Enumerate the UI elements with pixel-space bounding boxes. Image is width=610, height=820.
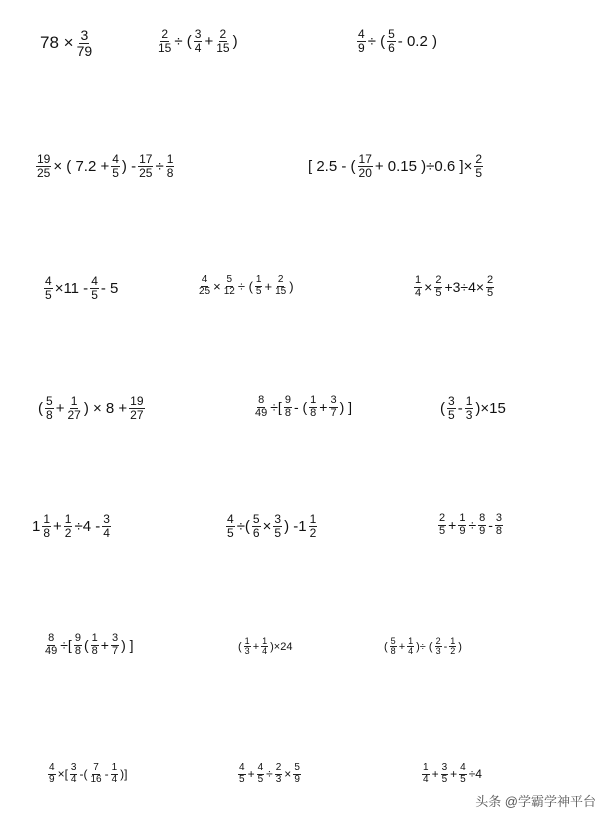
fraction-denominator: 5	[460, 773, 466, 785]
expression-text: ) ]	[339, 399, 353, 416]
expression-text: +	[55, 399, 65, 417]
fraction-denominator: 9	[479, 524, 486, 537]
fraction-denominator: 7	[330, 406, 337, 419]
fraction	[329, 395, 337, 419]
expression-text: ÷ (	[367, 32, 386, 50]
problem-r6c2	[238, 637, 292, 657]
expression-text: ÷ (	[237, 278, 253, 294]
fraction-denominator: 3	[244, 646, 250, 657]
expression-text: ÷ (	[174, 32, 192, 50]
fraction	[64, 513, 73, 539]
fraction-denominator: 5	[112, 165, 119, 180]
watermark-text: 头条 @学霸学神平台	[475, 794, 596, 809]
fraction	[215, 28, 230, 54]
expression-text: ÷	[266, 767, 273, 781]
expression-text: - 0.2 )	[397, 32, 437, 50]
fraction-denominator: 8	[310, 406, 317, 419]
expression-text: )÷ (	[416, 640, 433, 653]
fraction-numerator: 3	[274, 512, 282, 526]
fraction-denominator: 16	[90, 773, 102, 785]
fraction-numerator: 8	[48, 632, 55, 644]
fraction-numerator: 3	[330, 394, 337, 406]
fraction-denominator: 25	[37, 165, 51, 180]
fraction	[309, 395, 317, 419]
problem-r5c2	[224, 513, 319, 539]
fraction-numerator: 19	[130, 394, 144, 408]
expression-text: -(	[79, 767, 88, 781]
fraction-denominator: 4	[111, 773, 118, 785]
problem-r3c2	[196, 275, 294, 297]
expression-text: 78 ×	[40, 33, 74, 53]
fraction-numerator: 8	[258, 394, 265, 406]
fraction-numerator: 4	[201, 274, 208, 285]
expression-text: ÷4 -	[74, 517, 101, 535]
fraction-numerator: 2	[487, 274, 494, 286]
fraction-numerator: 19	[37, 152, 51, 166]
problem-r4c1	[38, 395, 147, 421]
fraction-numerator: 1	[415, 274, 422, 286]
fraction-numerator: 17	[139, 152, 153, 166]
fraction-numerator: 1	[255, 274, 262, 285]
fraction-denominator: 2	[450, 646, 456, 657]
expression-text: ×	[262, 517, 272, 535]
mixed-whole: 1	[298, 517, 307, 535]
expression-text: -	[457, 399, 463, 417]
fraction	[198, 275, 211, 297]
fraction-denominator: 9	[49, 773, 55, 785]
fraction-denominator: 3	[435, 646, 441, 657]
fraction-denominator: 8	[390, 646, 396, 657]
problem-r2c2	[308, 153, 485, 179]
fraction-numerator: 9	[74, 632, 81, 644]
problem-r1c2	[155, 28, 238, 54]
fraction	[44, 275, 53, 301]
expression-text: (	[440, 399, 445, 417]
fraction-denominator: 5	[448, 407, 455, 422]
fraction-numerator: 3	[103, 512, 110, 526]
fraction-denominator: 49	[255, 406, 268, 419]
fraction-denominator: 8	[166, 165, 174, 180]
fraction-numerator: 1	[309, 512, 317, 526]
fraction-denominator: 5	[487, 286, 494, 299]
fraction-numerator: 2	[277, 274, 284, 285]
expression-text: +	[204, 32, 214, 50]
fraction	[91, 633, 99, 657]
fraction	[293, 763, 301, 785]
fraction-denominator: 8	[91, 644, 98, 657]
fraction	[238, 763, 246, 785]
fraction-numerator: 5	[294, 762, 300, 773]
fraction-numerator: 2	[439, 512, 446, 524]
fraction-numerator: 2	[475, 152, 483, 166]
fraction-denominator: 8	[74, 644, 81, 657]
expression-text: ÷[	[270, 399, 282, 416]
expression-text: -	[104, 767, 109, 781]
expression-text: -	[443, 640, 448, 653]
fraction	[284, 395, 292, 419]
fraction	[414, 275, 422, 299]
problem-r4c3	[440, 395, 506, 421]
fraction	[138, 153, 153, 179]
fraction	[441, 763, 449, 785]
fraction-numerator: 4	[460, 762, 466, 773]
fraction	[449, 637, 456, 657]
fraction-denominator: 9	[358, 40, 365, 55]
fraction-numerator: 1	[244, 636, 250, 646]
fraction-denominator: 4	[70, 773, 77, 785]
fraction	[275, 763, 283, 785]
fraction-denominator: 4	[415, 286, 422, 299]
problem-r6c1	[42, 633, 134, 657]
fraction-numerator: 17	[358, 152, 372, 166]
expression-text: +	[247, 767, 255, 781]
fraction	[273, 513, 282, 539]
fraction-denominator: 5	[91, 287, 98, 302]
fraction	[309, 513, 318, 539]
fraction-denominator: 3	[465, 407, 473, 422]
fraction-denominator: 4	[103, 525, 110, 540]
expression-text: )	[289, 278, 294, 294]
fraction	[438, 513, 446, 537]
fraction-denominator: 8	[495, 524, 503, 537]
expression-text: +	[398, 640, 406, 653]
fraction-denominator: 25	[199, 285, 211, 297]
fraction-numerator: 1	[166, 152, 174, 166]
fraction-numerator: 4	[358, 27, 365, 41]
fraction	[111, 153, 120, 179]
fraction	[76, 28, 94, 58]
fraction-denominator: 79	[76, 42, 93, 59]
fraction	[459, 763, 467, 785]
fraction-numerator: 2	[219, 27, 227, 41]
problem-r5c3	[436, 513, 505, 537]
fraction	[387, 28, 396, 54]
expression-text: ×[	[57, 767, 68, 781]
fraction	[102, 513, 111, 539]
expression-text: ÷(	[236, 517, 250, 535]
expression-text: + 0.15 )÷0.6 ]×	[374, 157, 473, 175]
fraction-numerator: 4	[257, 762, 264, 773]
fraction	[157, 28, 172, 54]
fraction	[194, 28, 203, 54]
fraction-denominator: 15	[158, 40, 172, 55]
fraction-numerator: 2	[435, 636, 441, 646]
fraction-denominator: 8	[43, 525, 51, 540]
fraction	[358, 153, 373, 179]
fraction-numerator: 1	[459, 512, 466, 524]
fraction	[422, 763, 430, 785]
fraction	[252, 513, 261, 539]
fraction-denominator: 2	[309, 525, 317, 540]
fraction-numerator: 3	[70, 762, 77, 773]
expression-text: +	[319, 399, 328, 416]
fraction-numerator: 1	[91, 632, 98, 644]
fraction	[89, 763, 102, 785]
problem-r1c3	[355, 28, 437, 54]
fraction-denominator: 6	[388, 40, 395, 55]
expression-text: ) ]	[121, 637, 134, 654]
fraction	[36, 153, 51, 179]
fraction-denominator: 5	[439, 524, 446, 537]
fraction-numerator: 4	[112, 152, 119, 166]
fraction-denominator: 27	[130, 407, 144, 422]
expression-text: )×24	[270, 640, 293, 653]
expression-text: - 5	[100, 279, 119, 297]
expression-text: ) -	[121, 157, 137, 175]
problem-r7c1	[46, 763, 128, 785]
fraction-denominator: 5	[475, 165, 483, 180]
fraction-numerator: 5	[390, 636, 396, 646]
fraction	[223, 275, 236, 297]
expression-text: ) -	[284, 517, 299, 535]
fraction-denominator: 5	[257, 773, 264, 785]
fraction-numerator: 1	[262, 636, 268, 646]
expression-text: ×	[284, 767, 292, 781]
fraction-numerator: 1	[111, 762, 118, 773]
expression-text: +	[53, 517, 62, 535]
fraction	[357, 28, 366, 54]
fraction-denominator: 5	[255, 285, 262, 297]
expression-text: (	[38, 399, 43, 417]
fraction-denominator: 4	[408, 646, 414, 657]
fraction-denominator: 4	[423, 773, 429, 785]
expression-text: (	[83, 637, 89, 654]
fraction-numerator: 1	[310, 394, 317, 406]
fraction	[495, 513, 503, 537]
expression-text: ÷	[155, 157, 164, 175]
fraction	[447, 395, 456, 421]
fraction-numerator: 3	[441, 762, 448, 773]
expression-text: ÷	[468, 517, 477, 534]
fraction-numerator: 9	[284, 394, 291, 406]
fraction	[486, 275, 494, 299]
fraction	[45, 395, 54, 421]
expression-text: (	[384, 640, 388, 653]
fraction-denominator: 3	[275, 773, 282, 785]
problem-r7c2	[236, 763, 303, 785]
fraction-numerator: 1	[64, 512, 72, 526]
expression-text: +	[431, 767, 439, 781]
fraction	[90, 275, 99, 301]
fraction	[74, 633, 82, 657]
fraction-denominator: 25	[139, 165, 153, 180]
mixed-whole: 1	[32, 517, 41, 535]
fraction	[257, 763, 265, 785]
fraction-numerator: 4	[239, 762, 245, 773]
problem-r4c2	[252, 395, 352, 419]
problem-r2c1	[34, 153, 176, 179]
fraction	[435, 637, 442, 657]
fraction	[434, 275, 442, 299]
expression-text: +	[100, 637, 109, 654]
fraction	[478, 513, 486, 537]
expression-text: - (	[293, 399, 308, 416]
expression-text: +	[264, 278, 273, 294]
fraction-denominator: 4	[262, 646, 268, 657]
expression-text: ÷[	[60, 637, 72, 654]
fraction	[244, 637, 251, 657]
fraction-numerator: 2	[275, 762, 282, 773]
fraction	[458, 513, 466, 537]
fraction-denominator: 8	[284, 406, 291, 419]
fraction	[48, 763, 56, 785]
problem-r5c1	[32, 513, 113, 539]
problem-r7c3	[420, 763, 482, 785]
expression-text: +	[450, 767, 458, 781]
fraction-numerator: 7	[93, 762, 99, 773]
fraction-numerator: 5	[252, 512, 260, 526]
fraction	[226, 513, 235, 539]
fraction-denominator: 7	[111, 644, 119, 657]
fraction-numerator: 4	[49, 762, 55, 773]
fraction	[42, 513, 51, 539]
fraction-denominator: 4	[194, 40, 202, 55]
watermark	[475, 791, 596, 810]
fraction-numerator: 5	[388, 27, 395, 41]
expression-text: -	[488, 517, 493, 534]
fraction-denominator: 49	[45, 644, 58, 657]
fraction-denominator: 9	[459, 524, 466, 537]
fraction-numerator: 3	[80, 27, 89, 43]
fraction	[474, 153, 483, 179]
fraction-numerator: 1	[423, 762, 429, 773]
fraction-numerator: 8	[479, 512, 486, 524]
problem-r1c1	[40, 28, 95, 58]
fraction	[274, 275, 287, 297]
fraction	[44, 633, 58, 657]
fraction-denominator: 5	[45, 287, 52, 302]
fraction-denominator: 2	[64, 525, 72, 540]
fraction-numerator: 2	[161, 27, 169, 41]
fraction-denominator: 20	[358, 165, 372, 180]
expression-text: )]	[120, 767, 128, 781]
expression-text: [ 2.5 - (	[308, 157, 356, 175]
fraction-numerator: 1	[408, 636, 414, 646]
fraction-numerator: 5	[226, 274, 233, 285]
expression-text: ×	[424, 279, 433, 296]
fraction-denominator: 6	[252, 525, 260, 540]
fraction-numerator: 4	[227, 512, 234, 526]
fraction-numerator: 1	[43, 512, 51, 526]
fraction-denominator: 5	[435, 286, 442, 299]
fraction-numerator: 1	[450, 636, 456, 646]
problem-r3c3	[412, 275, 496, 299]
expression-text: +3÷4×	[444, 279, 485, 296]
fraction	[129, 395, 144, 421]
fraction-numerator: 3	[111, 632, 119, 644]
fraction	[70, 763, 78, 785]
expression-text: ×	[213, 278, 221, 294]
fraction-denominator: 15	[216, 40, 230, 55]
expression-text: )	[458, 640, 462, 653]
fraction-denominator: 5	[274, 525, 282, 540]
fraction	[390, 637, 397, 657]
expression-text: ) × 8 +	[83, 399, 128, 417]
fraction-numerator: 1	[70, 394, 78, 408]
expression-text: )×15	[475, 399, 506, 417]
expression-text: )	[232, 32, 238, 50]
fraction-numerator: 1	[465, 394, 473, 408]
fraction	[465, 395, 474, 421]
fraction-numerator: 3	[495, 512, 503, 524]
fraction-numerator: 3	[194, 27, 202, 41]
fraction	[111, 633, 119, 657]
fraction	[166, 153, 175, 179]
fraction-denominator: 9	[294, 773, 300, 785]
fraction-denominator: 12	[223, 285, 235, 297]
expression-text: +	[448, 517, 457, 534]
expression-text: ÷4	[468, 767, 482, 781]
fraction	[261, 637, 268, 657]
fraction-numerator: 4	[45, 274, 52, 288]
fraction-denominator: 5	[227, 525, 234, 540]
fraction-numerator: 4	[91, 274, 98, 288]
mixed-number	[32, 513, 53, 539]
expression-text: (	[238, 640, 242, 653]
fraction	[407, 637, 414, 657]
fraction-numerator: 2	[435, 274, 442, 286]
expression-text: ×11 -	[54, 279, 89, 297]
fraction	[255, 275, 263, 297]
fraction-denominator: 5	[441, 773, 448, 785]
fraction-denominator: 15	[275, 285, 287, 297]
mixed-number	[298, 513, 319, 539]
fraction	[66, 395, 81, 421]
fraction	[254, 395, 268, 419]
problem-r6c3	[384, 637, 462, 657]
expression-text: × ( 7.2 +	[53, 157, 110, 175]
fraction-denominator: 8	[46, 407, 53, 422]
fraction-numerator: 5	[46, 394, 53, 408]
fraction-numerator: 3	[448, 394, 455, 408]
fraction-denominator: 5	[239, 773, 245, 785]
expression-text: +	[252, 640, 260, 653]
fraction-denominator: 27	[67, 407, 81, 422]
problem-r3c1	[42, 275, 118, 301]
fraction	[111, 763, 119, 785]
